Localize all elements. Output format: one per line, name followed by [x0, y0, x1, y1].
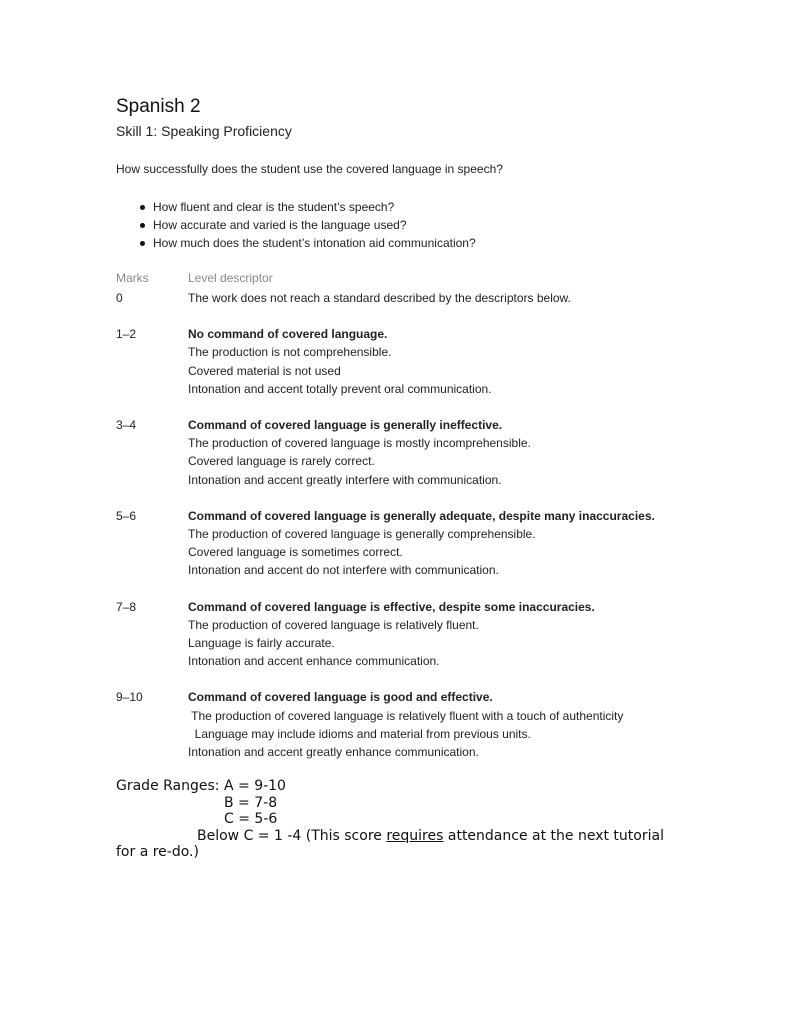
- descriptor-heading: Command of covered language is generally ineffective.: [188, 418, 503, 433]
- rubric-row-4: [116, 598, 716, 671]
- skill-subtitle: Skill 1: Speaking Proficiency: [116, 123, 292, 139]
- bullet-item: How much does the student’s intonation aid communication?: [138, 234, 476, 252]
- marks-column-header: Marks: [116, 271, 149, 285]
- guiding-question: How successfully does the student use the covered language in speech?: [116, 162, 503, 176]
- rubric-table: [116, 289, 716, 761]
- descriptor-line: Intonation and accent greatly interfere with communication.: [188, 472, 502, 487]
- level-descriptor: [188, 325, 716, 398]
- rubric-row-3: [116, 507, 716, 580]
- descriptor-line: The production of covered language is mostly incomprehensible.: [188, 436, 531, 451]
- requires-underlined: requires: [386, 827, 444, 844]
- marks-value: 1–2: [116, 327, 137, 342]
- rubric-row-1: [116, 325, 716, 398]
- bullet-item: How fluent and clear is the student’s speech?: [138, 198, 476, 216]
- level-descriptor: [188, 507, 716, 580]
- grade-ranges: [116, 778, 686, 861]
- descriptor-line: The production of covered language is generally comprehensible.: [188, 527, 536, 542]
- descriptor-line: The production of covered language is relatively fluent.: [188, 617, 479, 632]
- descriptor-line: The production is not comprehensible.: [188, 345, 392, 360]
- grade-c: C = 5-6: [224, 811, 278, 827]
- descriptor-line: Covered material is not used: [188, 363, 341, 378]
- below-c-text: Below C = 1 -4 (This score: [197, 827, 387, 844]
- rubric-row-5: [116, 688, 716, 761]
- descriptor-heading: Command of covered language is generally adequate, despite many inaccuracies.: [188, 508, 655, 523]
- marks-value: 3–4: [116, 418, 137, 433]
- descriptor-heading: No command of covered language.: [188, 327, 388, 342]
- grade-below-c-continuation: for a re-do.): [116, 844, 199, 860]
- descriptor-line: Intonation and accent totally prevent oral communication.: [188, 381, 492, 396]
- descriptor-line: Intonation and accent greatly enhance communication.: [188, 745, 479, 760]
- descriptor-heading: Command of covered language is good and effective.: [188, 690, 493, 705]
- descriptor-line: Language may include idioms and material from previous units.: [188, 726, 531, 741]
- rubric-row-2: [116, 416, 716, 489]
- grade-ranges-label: Grade Ranges:: [116, 778, 220, 794]
- marks-value: 5–6: [116, 508, 137, 523]
- descriptor-line: Language is fairly accurate.: [188, 636, 335, 651]
- grade-a: A = 9-10: [223, 778, 286, 794]
- rubric-row-0: [116, 289, 716, 307]
- level-descriptor: [188, 289, 716, 307]
- page-title: Spanish 2: [116, 96, 201, 117]
- level-descriptor: [188, 598, 716, 671]
- bullet-item: How accurate and varied is the language used?: [138, 216, 476, 234]
- marks-value: 7–8: [116, 599, 137, 614]
- grade-below-c: [116, 828, 686, 845]
- marks-value: 9–10: [116, 690, 143, 705]
- descriptor-line: The work does not reach a standard described by the descriptors below.: [188, 291, 571, 305]
- descriptor-line: Covered language is sometimes correct.: [188, 545, 403, 560]
- descriptor-line: The production of covered language is relatively fluent with a touch of authenticity: [188, 708, 624, 723]
- marks-value: 0: [116, 291, 123, 305]
- descriptor-heading: Command of covered language is effective, despite some inaccuracies.: [188, 599, 595, 614]
- descriptor-line: Intonation and accent enhance communication.: [188, 654, 440, 669]
- below-c-suffix: attendance at the next tutorial: [443, 827, 664, 844]
- descriptor-line: Covered language is rarely correct.: [188, 454, 375, 469]
- criteria-bullet-list: [138, 198, 476, 252]
- descriptor-line: Intonation and accent do not interfere with communication.: [188, 563, 499, 578]
- level-descriptor: [188, 688, 716, 761]
- descriptor-column-header: Level descriptor: [188, 271, 273, 285]
- level-descriptor: [188, 416, 716, 489]
- grade-b: B = 7-8: [224, 794, 278, 811]
